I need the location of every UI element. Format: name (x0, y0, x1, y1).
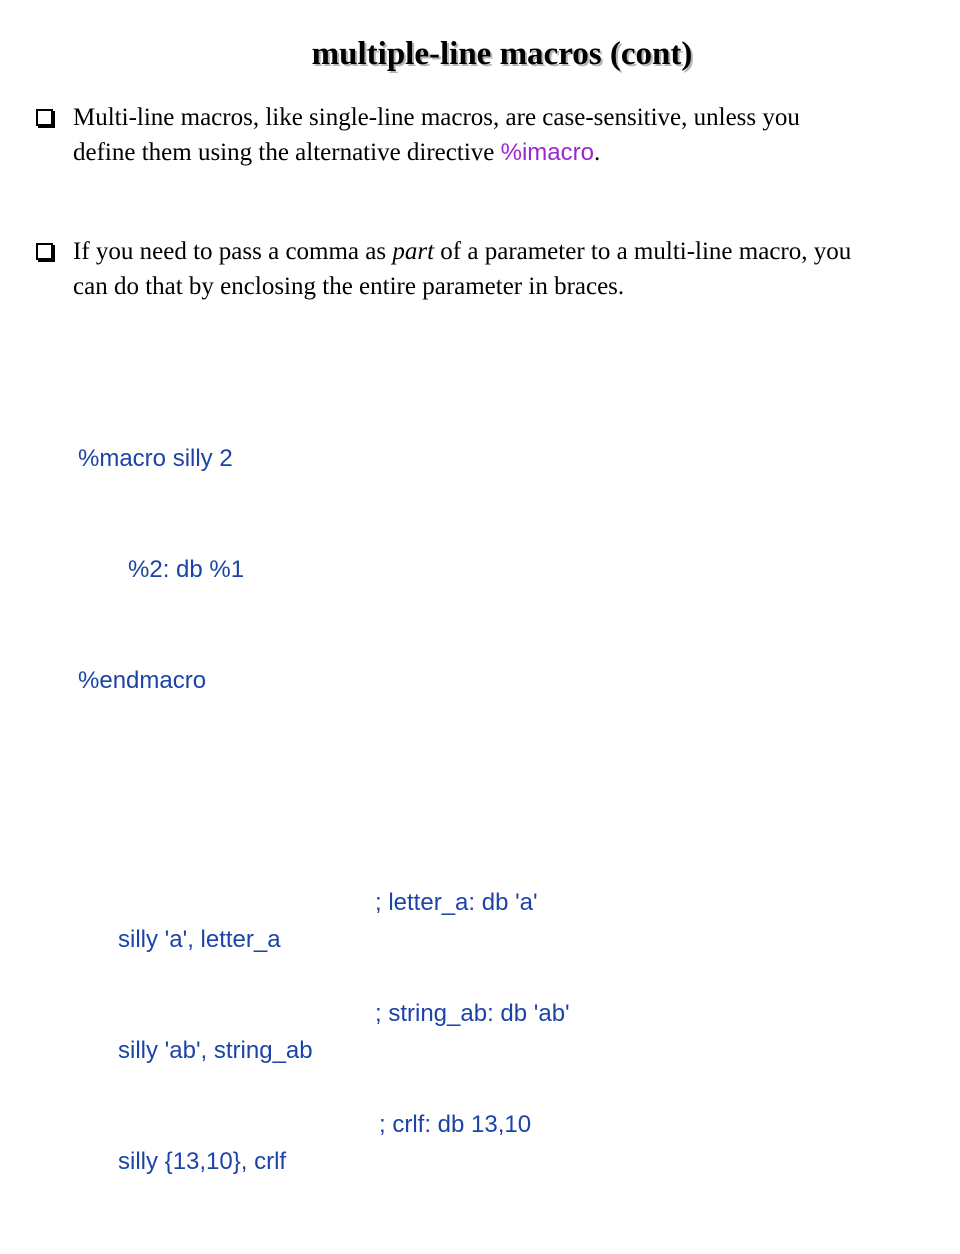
code-comment: ; letter_a: db 'a' (375, 889, 538, 916)
code-line: %endmacro (78, 667, 207, 694)
imacro-directive: %imacro (500, 139, 594, 166)
bullet-emphasis: part (392, 238, 435, 265)
macro-call: silly {13,10}, crlf (118, 1148, 287, 1175)
slide-title: multiple-line macros (cont) (311, 36, 693, 72)
bullet-text-before: Multi-line macros, like single-line macros, are case-sensitive, unless you define them using the alternative directive (73, 104, 800, 166)
bullet-item (36, 234, 866, 304)
code-comment: ; crlf: db 13,10 (379, 1111, 532, 1138)
bullet-text (73, 234, 866, 304)
code-call-line (78, 1106, 532, 1175)
code-call-line (78, 884, 538, 953)
bullet-text (73, 100, 866, 170)
macro-call: silly 'a', letter_a (118, 926, 281, 953)
code-blank-line (78, 773, 313, 810)
bullet-text-after: of a parameter to a multi-line macro, you can do that by enclosing the entire parameter in braces. (73, 238, 852, 300)
code-line: %macro silly 2 (78, 445, 233, 472)
bullet-text-before: If you need to pass a comma as (73, 238, 393, 265)
macro-call: silly 'ab', string_ab (118, 1037, 313, 1064)
code-block (78, 366, 570, 1217)
code-call-line (78, 995, 570, 1064)
hollow-square-bullet-icon (36, 109, 53, 126)
code-comment: ; string_ab: db 'ab' (375, 1000, 570, 1027)
code-line: %2: db %1 (128, 556, 245, 583)
hollow-square-bullet-icon (36, 243, 53, 260)
bullet-text-after: . (593, 139, 601, 166)
bullet-item (36, 100, 866, 170)
